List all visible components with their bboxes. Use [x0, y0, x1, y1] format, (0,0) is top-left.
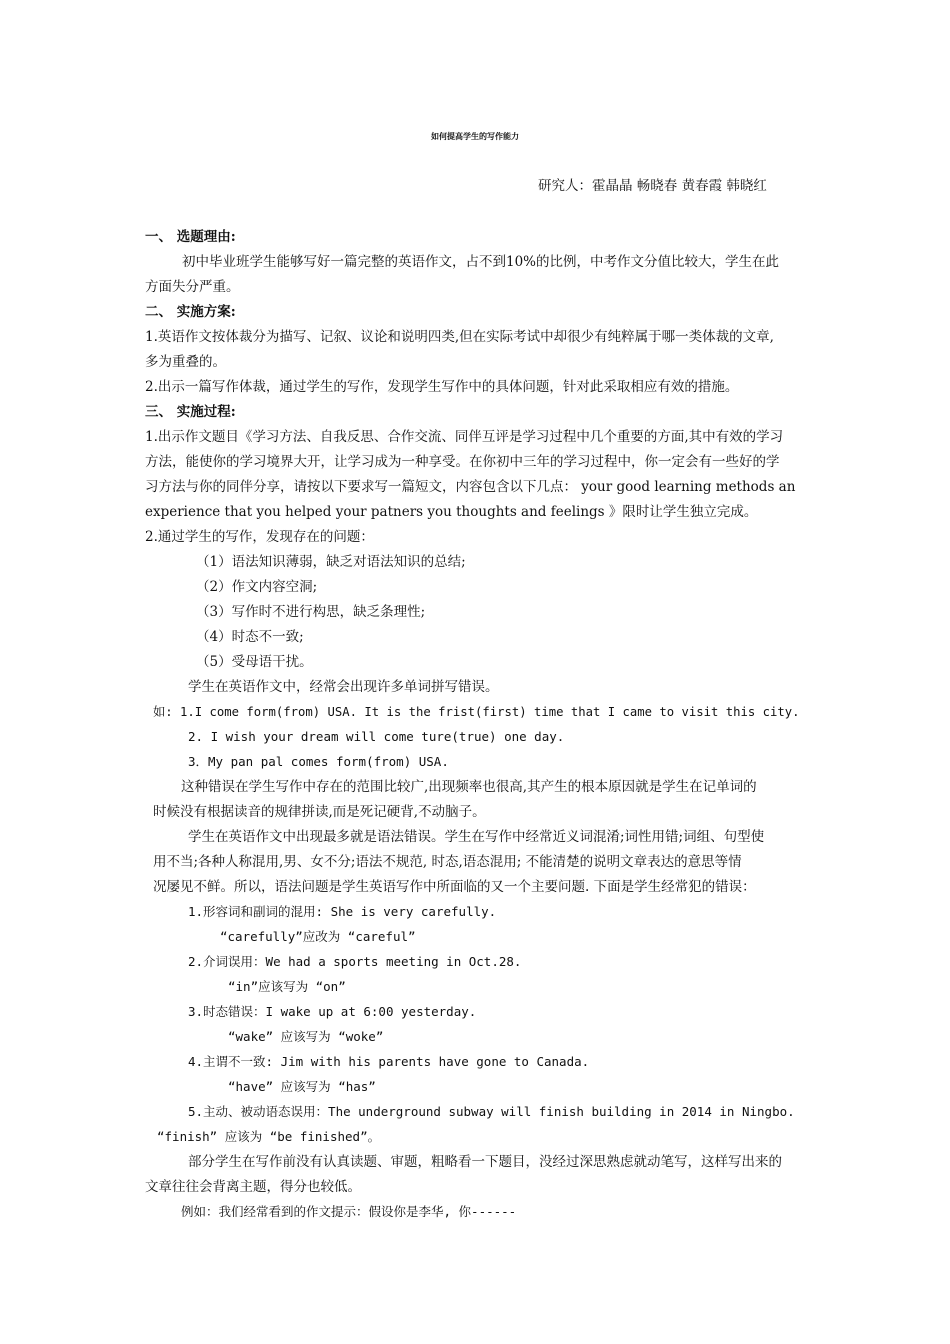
example-line: 例如：我们经常看到的作文提示：假设你是李华, 你------ [181, 1204, 517, 1219]
section-2-item-2: 2.出示一篇写作体裁，通过学生的写作，发现学生写作中的具体问题，针对此采取相应有效的措施。 [145, 379, 739, 395]
spelling-example-1: 如: 1.I come form(from) USA. It is the frist(first) time that I came to visit this city. [153, 705, 800, 719]
topic-paragraph-line-1: 部分学生在写作前没有认真读题、审题，粗略看一下题目，没经过深思熟虑就动笔写，这样写出来的 [188, 1154, 782, 1170]
problem-item: （4）时态不一致; [196, 629, 304, 645]
error-fix: “in”应该写为 “on” [228, 979, 346, 994]
problem-item: （1）语法知识薄弱，缺乏对语法知识的总结; [196, 554, 466, 570]
error-example: 2.介词误用：We had a sports meeting in Oct.28. [188, 954, 522, 969]
grammar-paragraph-line-2: 用不当;各种人称混用,男、女不分;语法不规范, 时态,语态混用; 不能清楚的说明文章表达的意思等情 [153, 854, 742, 870]
error-example: 4.主谓不一致: Jim with his parents have gone to Canada. [188, 1054, 590, 1069]
section-3-item-1-line-3: 习方法与你的同伴分享，请按以下要求写一篇短文，内容包含以下几点： your good learning methods an [145, 479, 796, 495]
problem-item: （5）受母语干扰。 [196, 654, 313, 670]
spelling-example-2: 2. I wish your dream will come ture(true) one day. [188, 729, 565, 744]
section-1-paragraph-line-2: 方面失分严重。 [145, 279, 240, 295]
grammar-paragraph-line-3: 况屡见不鲜。所以，语法问题是学生英语写作中所面临的又一个主要问题. 下面是学生经常犯的错误： [153, 879, 756, 895]
section-3-item-2: 2.通过学生的写作，发现存在的问题： [145, 529, 374, 545]
section-2-heading: 二、 实施方案: [145, 304, 236, 320]
spelling-intro: 学生在英语作文中，经常会出现许多单词拼写错误。 [188, 679, 499, 695]
error-example: 5.主动、被动语态误用：The underground subway will finish building in 2014 in Ningbo. [188, 1104, 795, 1119]
error-fix: “carefully”应改为 “careful” [220, 929, 416, 944]
section-2-item-1-line-1: 1.英语作文按体裁分为描写、记叙、议论和说明四类,但在实际考试中却很少有纯粹属于哪一类体裁的文章, [145, 329, 774, 345]
error-fix: “wake” 应该写为 “woke” [228, 1029, 384, 1044]
error-example: 3.时态错误：I wake up at 6:00 yesterday. [188, 1004, 477, 1019]
problem-item: （2）作文内容空洞; [196, 579, 318, 595]
problem-item: （3）写作时不进行构思，缺乏条理性; [196, 604, 426, 620]
section-2-item-1-line-2: 多为重叠的。 [145, 354, 226, 370]
spelling-paragraph-line-2: 时候没有根据读音的规律拼读,而是死记硬背,不动脑子。 [153, 804, 486, 820]
grammar-paragraph-line-1: 学生在英语作文中出现最多就是语法错误。学生在写作中经常近义词混淆;词性用错;词组、句型使 [188, 829, 765, 845]
section-3-item-1-line-2: 方法，能使你的学习境界大开，让学习成为一种享受。在你初中三年的学习过程中，你一定会有一些好的学 [145, 454, 780, 470]
spelling-example-3: 3．My pan pal comes form(from) USA. [188, 754, 449, 769]
topic-paragraph-line-2: 文章往往会背离主题，得分也较低。 [145, 1179, 361, 1195]
researchers-line: 研究人：霍晶晶 畅晓春 黄春霞 韩晓红 [538, 178, 767, 194]
error-fix: “have” 应该写为 “has” [228, 1079, 376, 1094]
section-1-paragraph-line-1: 初中毕业班学生能够写好一篇完整的英语作文，占不到10%的比例，中考作文分值比较大，学生在此 [182, 254, 780, 270]
document-title: 如何提高学生的写作能力 [431, 131, 519, 141]
spelling-paragraph-line-1: 这种错误在学生写作中存在的范围比较广,出现频率也很高,其产生的根本原因就是学生在记单词的 [181, 779, 757, 795]
section-3-item-1-line-4: experience that you helped your patners you thoughts and feelings 》限时让学生独立完成。 [145, 504, 758, 520]
error-fix: “finish” 应该为 “be finished”。 [157, 1129, 381, 1144]
section-1-heading: 一、 选题理由: [145, 229, 236, 245]
error-example: 1.形容词和副词的混用: She is very carefully. [188, 904, 497, 919]
section-3-item-1-line-1: 1.出示作文题目《学习方法、自我反思、合作交流、同伴互评是学习过程中几个重要的方面,其中有效的学习 [145, 429, 784, 445]
section-3-heading: 三、 实施过程: [145, 404, 236, 420]
